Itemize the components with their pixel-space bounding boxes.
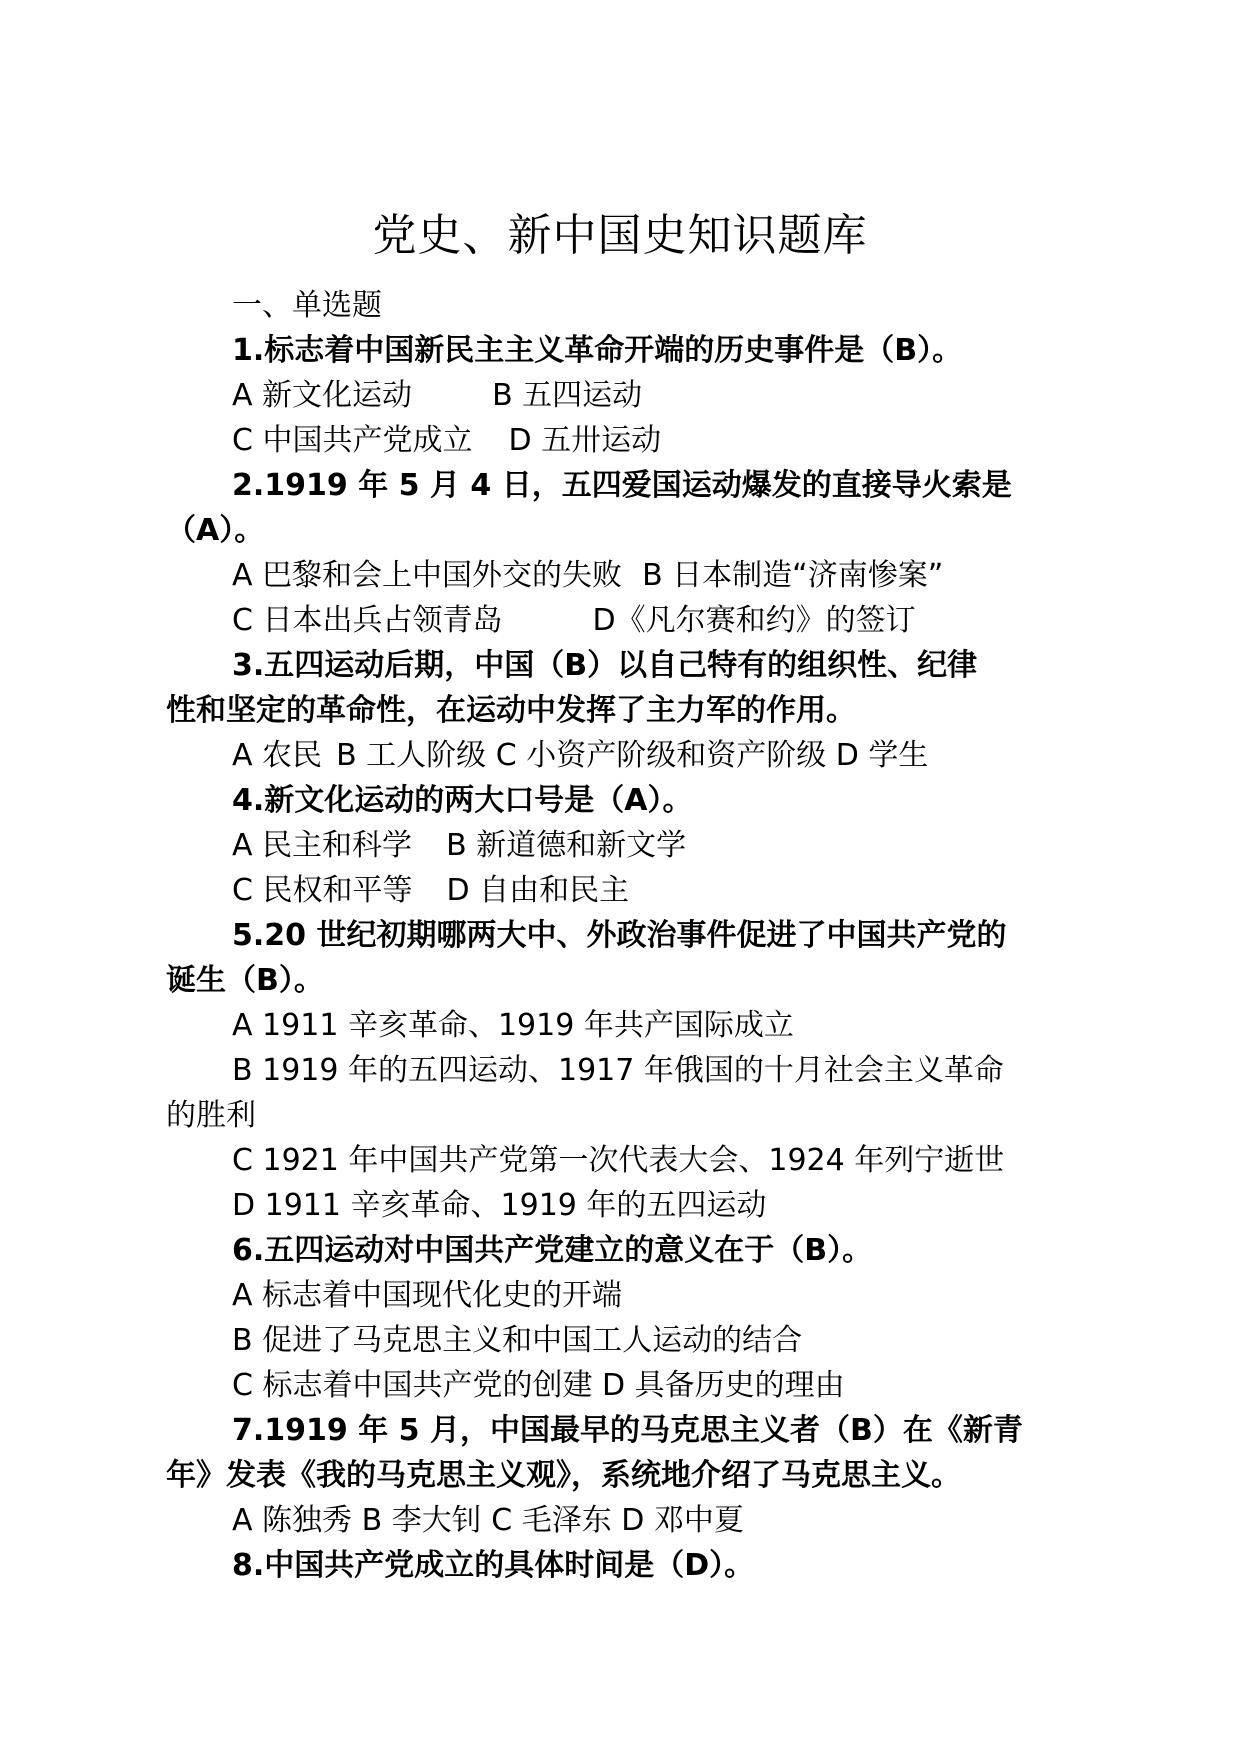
option-text: B 五四运动 [492,378,643,413]
question-list [166,283,1076,1588]
option-text: A 陈独秀 B 李大钊 C 毛泽东 D 邓中夏 [232,1503,744,1538]
option-text: A 标志着中国现代化史的开端 [232,1278,623,1313]
option-text: B 新道德和新文学 [446,828,687,863]
question-text: 8.中国共产党成立的具体时间是（D）。 [232,1548,755,1583]
question-text: 3.五四运动后期，中国（B）以自己特有的组织性、纪律 [232,648,978,683]
question-text: 4.新文化运动的两大口号是（A）。 [232,783,693,818]
option-text: C 民权和平等 [232,873,413,908]
answer-options [166,1363,1076,1408]
answer-options [166,823,1076,868]
option-text: A 巴黎和会上中国外交的失败 [232,558,623,593]
option-text: B 1919 年的五四运动、1917 年俄国的十月社会主义革命 [232,1053,1004,1088]
option-text: D 五卅运动 [508,423,662,458]
option-text: C 1921 年中国共产党第一次代表大会、1924 年列宁逝世 [232,1143,1005,1178]
answer-options [166,868,1076,913]
question-text: （A）。 [166,513,265,548]
question-lines [166,328,1076,1588]
answer-options [166,1048,1076,1093]
answer-options [166,733,1076,778]
question-text: 5.20 世纪初期哪两大中、外政治事件促进了中国共产党的 [232,918,1007,953]
option-text: C 日本出兵占领青岛 [232,603,503,638]
section-heading: 一、单选题 [232,288,382,323]
option-text: D 自由和民主 [446,873,630,908]
question-text: 年》发表《我的马克思主义观》，系统地介绍了马克思主义。 [166,1458,961,1493]
question-text: 诞生（B）。 [166,963,324,998]
answer-options [166,1003,1076,1048]
option-text: B 工人阶级 C 小资产阶级和资产阶级 D 学生 [336,738,929,773]
answer-options [166,1138,1076,1183]
answer-options [166,1183,1076,1228]
question-text: 性和坚定的革命性，在运动中发挥了主力军的作用。 [166,693,856,728]
option-text: C 中国共产党成立 [232,423,473,458]
question-text: 1.标志着中国新民主主义革命开端的历史事件是（B）。 [232,333,963,368]
answer-options [166,1273,1076,1318]
option-text: D 1911 辛亥革命、1919 年的五四运动 [232,1188,767,1223]
question-text: 7.1919 年 5 月，中国最早的马克思主义者（B）在《新青 [232,1413,1023,1448]
option-text: A 民主和科学 [232,828,413,863]
answer-options [166,1093,1076,1138]
question-text: 2.1919 年 5 月 4 日，五四爱国运动爆发的直接导火索是 [232,468,1012,503]
answer-options [166,553,1076,598]
answer-options [166,1318,1076,1363]
option-text: C 标志着中国共产党的创建 D 具备历史的理由 [232,1368,845,1403]
option-text: A 新文化运动 [232,378,413,413]
option-text: B 日本制造“济南惨案” [642,558,944,593]
option-text: D《凡尔赛和约》的签订 [592,603,916,638]
option-text: A 1911 辛亥革命、1919 年共产国际成立 [232,1008,794,1043]
option-text: B 促进了马克思主义和中国工人运动的结合 [232,1323,803,1358]
option-text: A 农民 [232,738,323,773]
answer-options [166,373,1076,418]
page-title: 党史、新中国史知识题库 [372,210,868,261]
answer-options [166,598,1076,643]
answer-options [166,418,1076,463]
question-text: 6.五四运动对中国共产党建立的意义在于（B）。 [232,1233,873,1268]
option-text: 的胜利 [166,1098,256,1133]
answer-options [166,1498,1076,1543]
